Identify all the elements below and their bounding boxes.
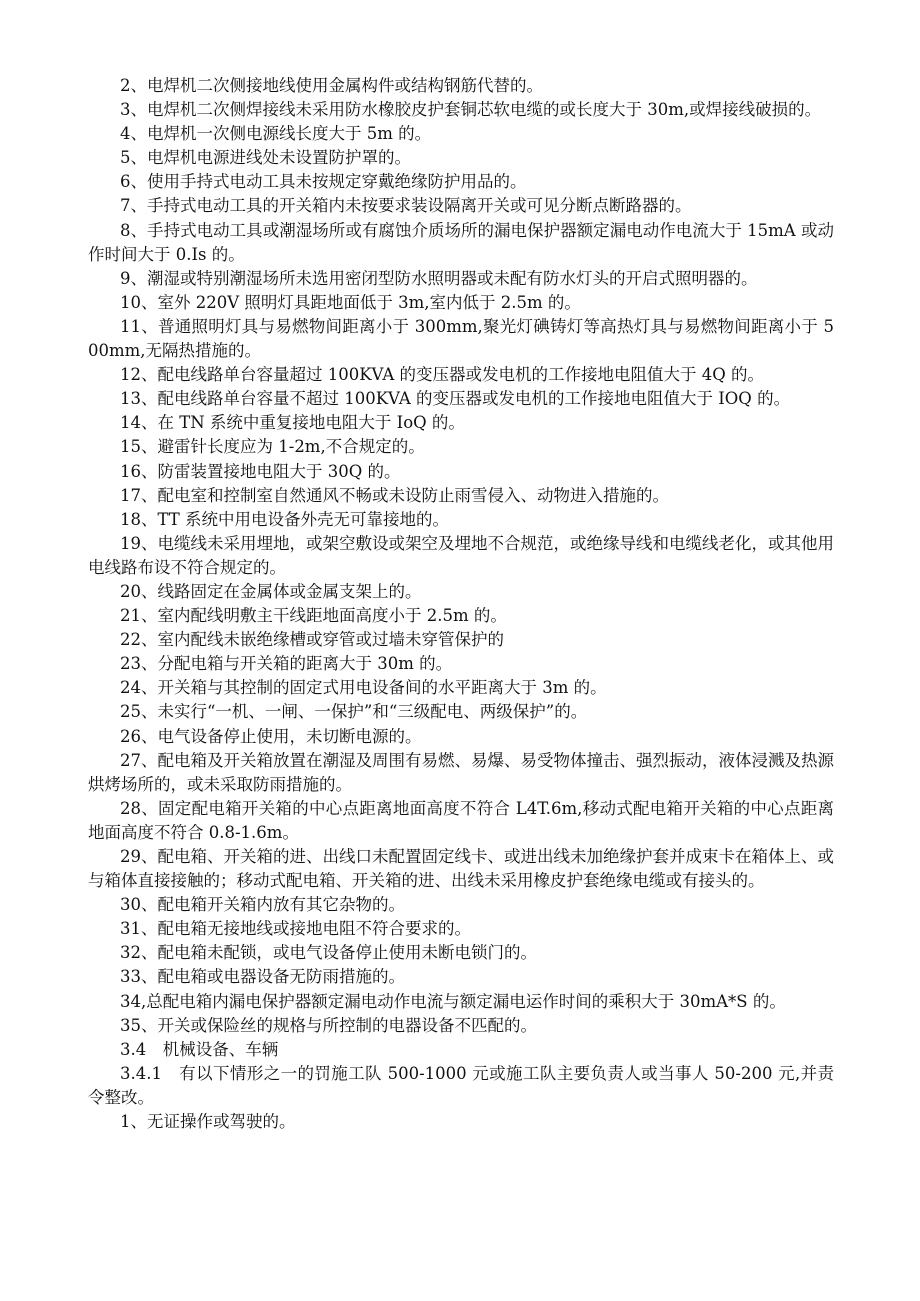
paragraph: 3、电焊机二次侧焊接线未采用防水橡胶皮护套铜芯软电缆的或长度大于 30m,或焊接线破损的。 [120,100,822,120]
section-heading: 3.4.1 有以下情形之一的罚施工队 500-1000 元或施工队主要负责人或当事人 50-200 元,并责令整改。 [88,1063,834,1107]
paragraph: 4、电焊机一次侧电源线长度大于 5m 的。 [120,124,432,144]
paragraph: 18、TT 系统中用电设备外壳无可靠接地的。 [120,509,450,529]
paragraph: 2、电焊机二次侧接地线使用金属构件或结构钢筋代替的。 [120,76,543,95]
paragraph: 13、配电线路单台容量不超过 100KVA 的变压器或发电机的工作接地电阻值大于 IOQ 的。 [120,389,791,409]
paragraph: 19、电缆线未采用埋地，或架空敷设或架空及埋地不合规范，或绝缘导线和电缆线老化，或其他用电线路布设不符合规定的。 [88,533,834,577]
paragraph: 3.4 机械设备、车辆 [120,1039,279,1059]
paragraph: 32、配电箱未配锁，或电气设备停止使用未断电锁门的。 [120,943,537,963]
paragraph: 30、配电箱开关箱内放有其它杂物的。 [120,895,405,915]
paragraph: 20、线路固定在金属体或金属支架上的。 [120,581,422,601]
paragraph: 15、避雷针长度应为 1-2m,不合规定的。 [120,437,425,457]
paragraph: 14、在 TN 系统中重复接地电阻大于 IoQ 的。 [120,413,465,433]
paragraph: 34,总配电箱内漏电保护器额定漏电动作电流与额定漏电运作时间的乘积大于 30mA*S 的。 [120,991,786,1011]
paragraph: 24、开关箱与其控制的固定式用电设备间的水平距离大于 3m 的。 [120,678,607,698]
paragraph: 31、配电箱无接地线或接地电阻不符合要求的。 [120,919,471,939]
paragraph: 5、电焊机电源进线处未设置防护罩的。 [120,148,411,168]
paragraph: 7、手持式电动工具的开关箱内未按要求装设隔离开关或可见分断点断路器的。 [120,196,692,216]
paragraph: 33、配电箱或电器设备无防雨措施的。 [120,967,405,987]
paragraph: 23、分配电箱与开关箱的距离大于 30m 的。 [120,654,453,674]
paragraph: 27、配电箱及开关箱放置在潮湿及周围有易燃、易爆、易受物体撞击、强烈振动，液体浸溅及热源烘烤场所的，或未采取防雨措施的。 [88,750,834,794]
paragraph: 1、无证操作或驾驶的。 [120,1112,296,1132]
paragraph: 9、潮湿或特别潮湿场所未选用密闭型防水照明器或未配有防水灯头的开启式照明器的。 [120,268,758,288]
paragraph: 22、室内配线未嵌绝缘槽或穿管或过墙未穿管保护的 [120,630,504,650]
paragraph: 28、固定配电箱开关箱的中心点距离地面高度不符合 L4T.6m,移动式配电箱开关箱的中心点距离地面高度不符合 0.8-1.6m。 [88,798,834,842]
paragraph: 10、室外 220V 照明灯具距地面低于 3m,室内低于 2.5m 的。 [120,292,581,312]
paragraph: 17、配电室和控制室自然通风不畅或未设防止雨雪侵入、动物进入措施的。 [120,485,669,505]
paragraph: 11、普通照明灯具与易燃物间距离小于 300mm,聚光灯碘铸灯等高热灯具与易燃物间距离小于 500mm,无隔热措施的。 [88,316,834,361]
paragraph: 21、室内配线明敷主干线距地面高度小于 2.5m 的。 [120,606,507,626]
paragraph: 29、配电箱、开关箱的进、出线口未配置固定线卡、或进出线未加绝缘护套并成束卡在箱体上、或与箱体直接接触的；移动式配电箱、开关箱的进、出线未采用橡皮护套绝缘电缆或有接头的。 [88,847,834,891]
paragraph: 8、手持式电动工具或潮湿场所或有腐蚀介质场所的漏电保护器额定漏电动作电流大于 15mA 或动作时间大于 0.Is 的。 [88,220,834,264]
paragraph: 12、配电线路单台容量超过 100KVA 的变压器或发电机的工作接地电阻值大于 4Q 的。 [120,365,765,385]
paragraph: 16、防雷装置接地电阻大于 30Q 的。 [120,461,401,481]
paragraph: 6、使用手持式电动工具未按规定穿戴绝缘防护用品的。 [120,172,527,192]
paragraph: 25、未实行“一机、一闸、一保护”和“三级配电、两级保护”的。 [120,702,588,722]
paragraph: 26、电气设备停止使用，未切断电源的。 [120,726,422,746]
paragraph: 35、开关或保险丝的规格与所控制的电器设备不匹配的。 [120,1015,537,1035]
